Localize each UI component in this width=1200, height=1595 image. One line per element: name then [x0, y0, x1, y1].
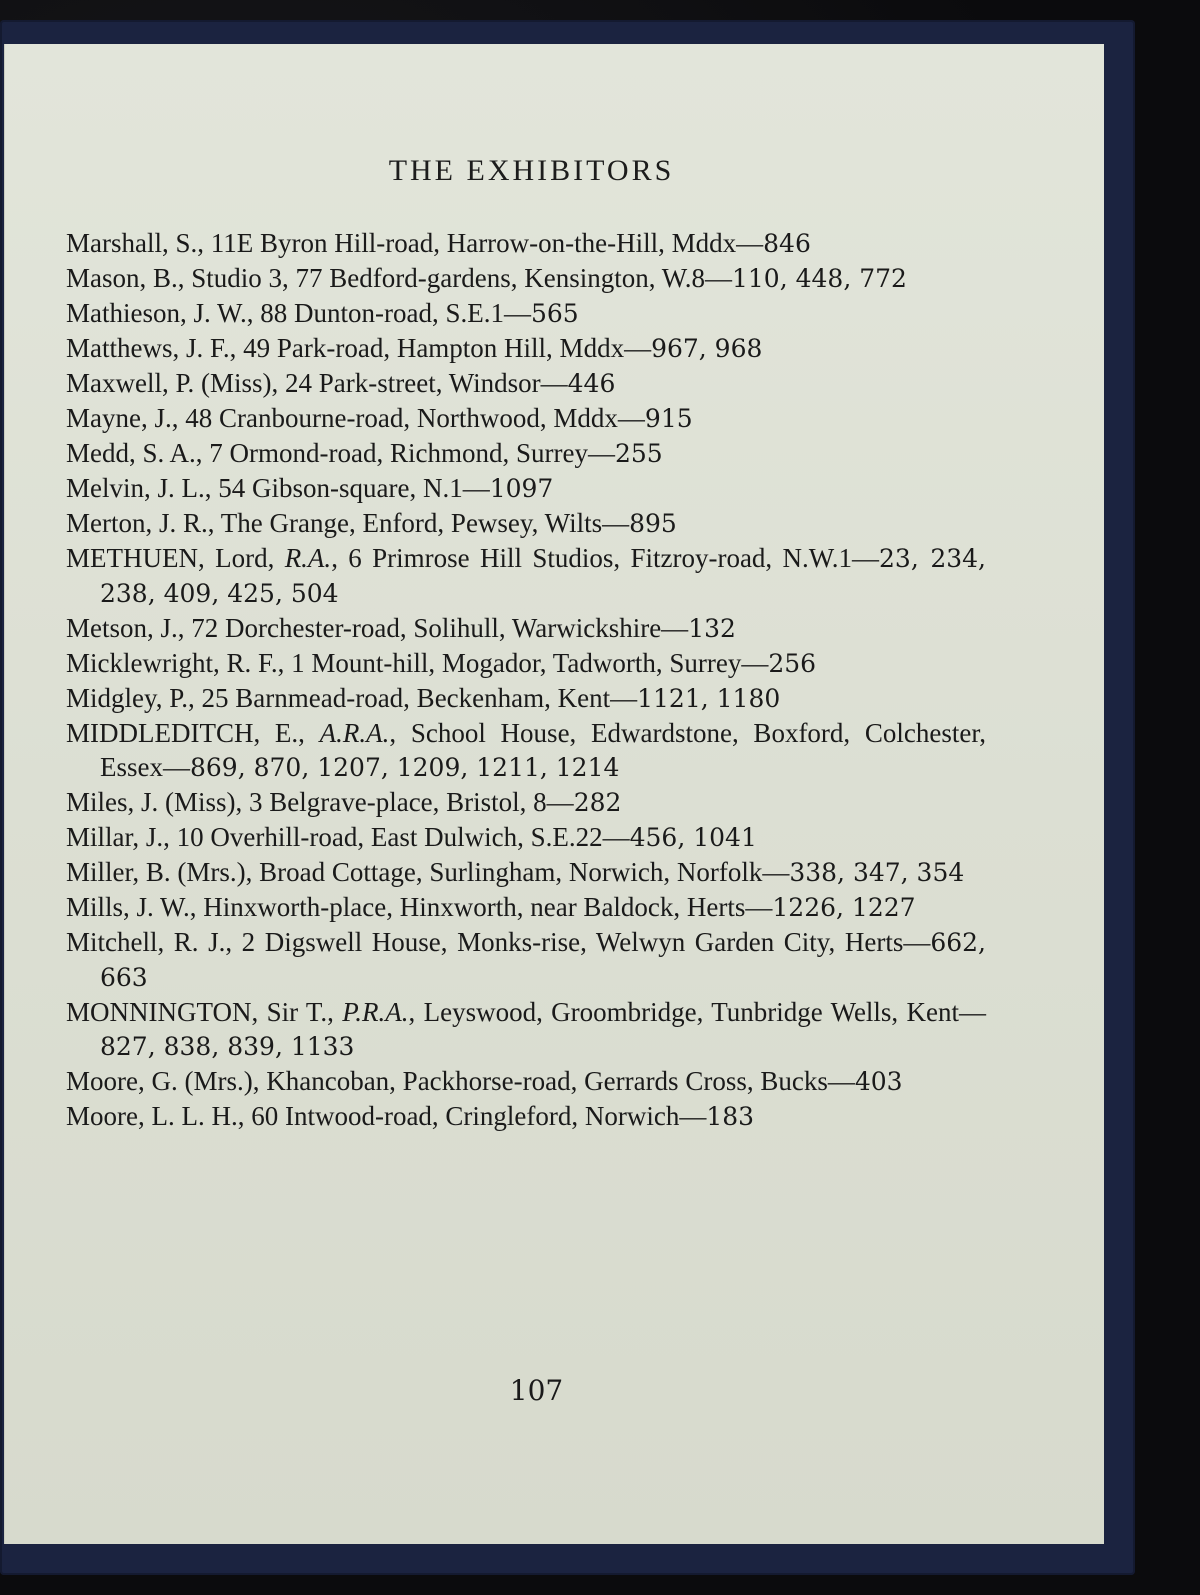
exhibitor-address: 25 Barnmead-road, Beckenham, Kent— — [194, 683, 638, 713]
exhibitor-address: , Leyswood, Groombridge, Tunbridge Wells, Kent— — [408, 997, 987, 1027]
catalogue-numbers: 662, 663 — [100, 928, 986, 992]
catalogue-numbers: 132 — [688, 614, 736, 643]
exhibitor-name: Mathieson, J. W., — [66, 298, 254, 328]
academy-honour: A.R.A. — [319, 718, 390, 748]
exhibitor-address: 72 Dorchester-road, Solihull, Warwickshire— — [184, 613, 689, 643]
exhibitor-name: Moore, L. L. H., — [66, 1101, 245, 1131]
exhibitor-entry — [66, 401, 986, 436]
exhibitor-entry — [66, 785, 986, 820]
exhibitor-address: Hinxworth-place, Hinxworth, near Baldock, Herts— — [196, 892, 773, 922]
catalogue-numbers: 446 — [567, 369, 616, 398]
exhibitor-entry — [66, 296, 986, 331]
exhibitor-name: Mayne, J., — [66, 403, 179, 433]
exhibitor-address: 49 Park-road, Hampton Hill, Mddx— — [236, 333, 652, 363]
exhibitor-address: 88 Dunton-road, S.E.1— — [253, 298, 531, 328]
exhibitor-name: Micklewright, R. F., — [66, 648, 285, 678]
exhibitor-name: Moore, G. (Mrs.), — [66, 1066, 260, 1096]
academy-honour: R.A. — [284, 543, 332, 573]
exhibitor-entry — [66, 436, 986, 471]
exhibitor-address: 24 Park-street, Windsor— — [278, 368, 568, 398]
exhibitor-entry — [66, 366, 986, 401]
exhibitor-name: Medd, S. A., — [66, 438, 203, 468]
exhibitor-address: Studio 3, 77 Bedford-gardens, Kensington, W.8— — [184, 263, 732, 293]
exhibitor-name: MONNINGTON, Sir T., — [66, 997, 334, 1027]
catalogue-numbers: 827, 838, 839, 1133 — [100, 1032, 355, 1061]
exhibitor-address: 54 Gibson-square, N.1— — [211, 473, 490, 503]
exhibitor-entry — [66, 716, 986, 785]
exhibitor-address: Broad Cottage, Surlingham, Norwich, Norfolk— — [252, 857, 790, 887]
exhibitor-address: , 6 Primrose Hill Studios, Fitzroy-road, N.W.1— — [331, 543, 880, 573]
exhibitor-entry — [66, 226, 986, 261]
catalogue-numbers: 256 — [768, 649, 817, 678]
exhibitor-entry — [66, 890, 986, 925]
book-page — [4, 44, 1104, 1544]
exhibitor-address: , School House, Edwardstone, Boxford, Colchester, Essex— — [100, 718, 987, 782]
exhibitor-address: 7 Ormond-road, Richmond, Surrey— — [202, 438, 615, 468]
exhibitor-name: Marshall, S., — [66, 228, 204, 258]
exhibitor-entry — [66, 506, 986, 541]
academy-honour: P.R.A. — [342, 997, 409, 1027]
catalogue-numbers: 110, 448, 772 — [731, 264, 907, 293]
catalogue-numbers: 1121, 1180 — [637, 684, 781, 713]
catalogue-numbers: 338, 347, 354 — [789, 858, 965, 887]
exhibitor-name: MIDDLEDITCH, E., — [66, 718, 305, 748]
exhibitor-name: Melvin, J. L., — [66, 473, 212, 503]
exhibitor-address: 3 Belgrave-place, Bristol, 8— — [242, 787, 574, 817]
exhibitor-name: Mills, J. W., — [66, 892, 197, 922]
catalogue-numbers: 255 — [614, 439, 663, 468]
page-number: 107 — [509, 1374, 564, 1407]
catalogue-numbers: 282 — [573, 788, 622, 817]
exhibitor-name: Miller, B. (Mrs.), — [66, 857, 253, 887]
exhibitor-entry — [66, 646, 986, 681]
catalogue-numbers: 895 — [629, 509, 677, 538]
exhibitor-entry — [66, 261, 986, 296]
exhibitor-name: Midgley, P., — [66, 683, 195, 713]
exhibitor-name: Millar, J., — [66, 822, 170, 852]
exhibitor-entry — [66, 541, 986, 611]
catalogue-numbers: 565 — [531, 299, 579, 328]
catalogue-numbers: 967, 968 — [651, 334, 763, 363]
exhibitor-name: Miles, J. (Miss), — [66, 787, 243, 817]
exhibitor-entry — [66, 820, 986, 855]
exhibitor-entry — [66, 1099, 986, 1134]
exhibitor-name: Matthews, J. F., — [66, 333, 237, 363]
exhibitor-entry — [66, 611, 986, 646]
catalogue-numbers: 403 — [854, 1067, 903, 1096]
catalogue-numbers: 915 — [644, 404, 693, 433]
exhibitor-address: 2 Digswell House, Monks-rise, Welwyn Garden City, Herts— — [232, 927, 931, 957]
exhibitor-name: METHUEN, Lord, — [66, 543, 275, 573]
exhibitor-entry — [66, 925, 986, 995]
running-head: THE EXHIBITORS — [388, 154, 675, 187]
exhibitor-name: Merton, J. R., — [66, 508, 215, 538]
catalogue-numbers: 869, 870, 1207, 1209, 1211, 1214 — [190, 753, 620, 782]
exhibitor-name: Mitchell, R. J., — [66, 927, 233, 957]
exhibitor-address: 60 Intwood-road, Cringleford, Norwich— — [244, 1101, 707, 1131]
catalogue-numbers: 456, 1041 — [629, 823, 757, 852]
exhibitor-entry — [66, 471, 986, 506]
exhibitor-name: Mason, B., — [66, 263, 185, 293]
exhibitor-address: Khancoban, Packhorse-road, Gerrards Cross, Bucks— — [259, 1066, 855, 1096]
exhibitor-address: 10 Overhill-road, East Dulwich, S.E.22— — [169, 822, 630, 852]
exhibitor-list — [66, 226, 986, 1134]
catalogue-numbers: 23, 234, 238, 409, 425, 504 — [100, 544, 987, 608]
exhibitor-address: 11E Byron Hill-road, Harrow-on-the-Hill, Mddx— — [204, 228, 764, 258]
catalogue-numbers: 846 — [763, 229, 811, 258]
exhibitor-entry — [66, 331, 986, 366]
exhibitor-entry — [66, 1064, 986, 1099]
exhibitor-address: 48 Cranbourne-road, Northwood, Mddx— — [178, 403, 645, 433]
catalogue-numbers: 1097 — [489, 474, 554, 503]
exhibitor-name: Metson, J., — [66, 613, 185, 643]
catalogue-numbers: 183 — [706, 1102, 755, 1131]
exhibitor-name: Maxwell, P. (Miss), — [66, 368, 279, 398]
exhibitor-entry — [66, 681, 986, 716]
exhibitor-entry — [66, 995, 986, 1064]
exhibitor-address: The Grange, Enford, Pewsey, Wilts— — [214, 508, 630, 538]
exhibitor-address: 1 Mount-hill, Mogador, Tadworth, Surrey— — [284, 648, 769, 678]
catalogue-numbers: 1226, 1227 — [772, 893, 916, 922]
exhibitor-entry — [66, 855, 986, 890]
